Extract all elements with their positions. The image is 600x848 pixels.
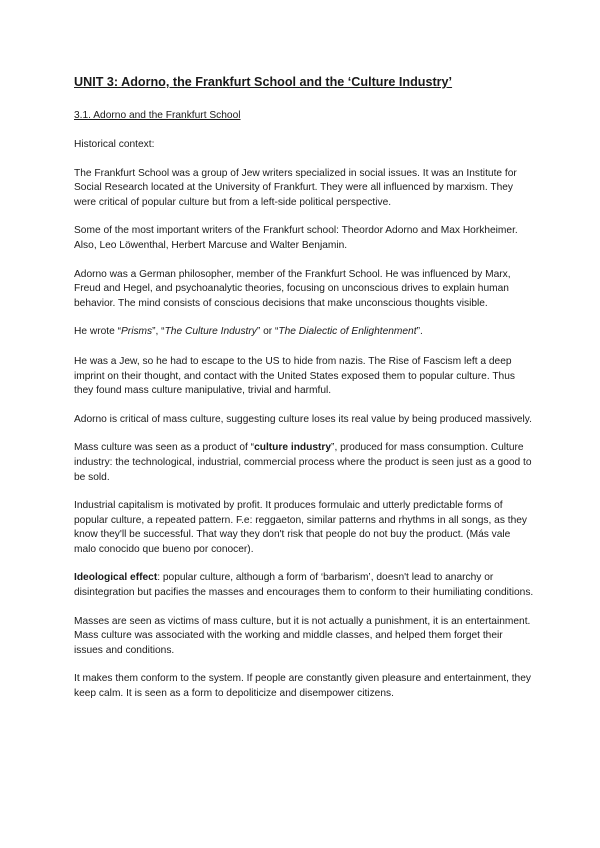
paragraph-important-writers: Some of the most important writers of the Frankfurt school: Theordor Adorno and Max Horkheimer. Also, Leo Löwenthal, Herbert Marcuse and Walter Benjamin. xyxy=(74,225,518,251)
paragraph-industrial-capitalism: Industrial capitalism is motivated by profit. It produces formulaic and utterly predictable forms of popular culture, a repeated pattern. F.e: reggaeton, similar patterns and rhythms in all songs, as they know they'll be successful. That way they don't risk that people do not buy the product. (Más vale malo conocido que bueno por conocer). xyxy=(74,500,528,555)
works-sep-1: ”, “ xyxy=(152,326,165,338)
ideological-effect-term: Ideological effect xyxy=(74,572,158,584)
culture-industry-rest: ”, produced for mass consumption. Culture industry: the technological, industrial, commercial process where the product is seen just as a good to be sold. xyxy=(74,442,532,483)
unit-title: UNIT 3: Adorno, the Frankfurt School and the ‘Culture Industry’ xyxy=(74,75,453,89)
culture-industry-term: culture industry xyxy=(254,442,332,454)
paragraph-critical-of-mass-culture: Adorno is critical of mass culture, suggesting culture loses its real value by being produced massively. xyxy=(74,413,532,425)
work-culture-industry: The Culture Industry xyxy=(164,326,257,338)
ideological-effect-rest: : popular culture, although a form of ‘barbarism’, doesn't lead to anarchy or disintegration but pacifies the masses and encourages them to conform to their humiliating conditions. xyxy=(74,572,534,599)
paragraph-frankfurt-school: The Frankfurt School was a group of Jew writers specialized in social issues. It was an Institute for Social Research located at the University of Frankfurt. They were all influenced by marxism. They were critical of popular culture but from a left-side political perspective. xyxy=(74,167,517,208)
document-page xyxy=(74,74,534,716)
paragraph-adorno-works xyxy=(74,325,534,340)
paragraph-conform-to-system: It makes them conform to the system. If people are constantly given pleasure and entertainment, they keep calm. It is seen as a form to depoliticize and disempower citizens. xyxy=(74,673,531,700)
works-prefix: He wrote “ xyxy=(74,326,121,338)
works-suffix: ”. xyxy=(416,326,423,338)
work-prisms: Prisms xyxy=(121,326,153,338)
section-heading: 3.1. Adorno and the Frankfurt School xyxy=(74,110,241,121)
paragraph-adorno-bio: Adorno was a German philosopher, member of the Frankfurt School. He was influenced by Marx, Freud and Hegel, and psychoanalytic theories, focusing on unconscious drives to explain human behavior. The mind consists of conscious decisions that make unconscious thoughts visible. xyxy=(74,268,511,309)
culture-industry-prefix: Mass culture was seen as a product of “ xyxy=(74,442,255,454)
paragraph-ideological-effect xyxy=(74,571,534,600)
paragraph-escape-to-us: He was a Jew, so he had to escape to the US to hide from nazis. The Rise of Fascism left a deep imprint on their thought, and contact with the United States exposed them to popular culture. Thus they found mass culture manipulative, trivial and harmful. xyxy=(74,355,515,397)
paragraph-masses-victims: Masses are seen as victims of mass culture, but it is not actually a punishment, it is an entertainment. Mass culture was associated with the working and middle classes, and helped them forget their issues and conditions. xyxy=(74,615,531,656)
historical-context-label: Historical context: xyxy=(74,139,155,150)
works-sep-2: ” or “ xyxy=(256,326,279,338)
paragraph-culture-industry xyxy=(74,441,534,485)
work-dialectic-of-enlightenment: The Dialectic of Enlightenment xyxy=(278,326,417,338)
